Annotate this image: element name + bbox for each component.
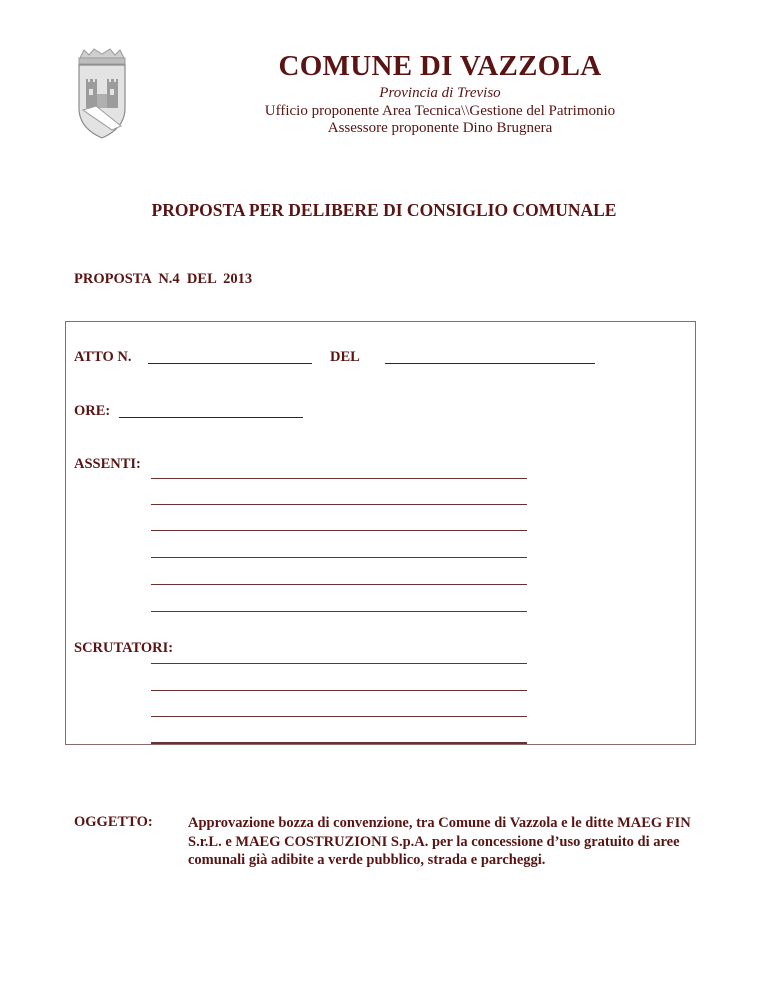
municipality-title: COMUNE DI VAZZOLA [278,50,602,82]
proposing-assessor: Assessore proponente Dino Brugnera [327,120,553,136]
proposing-office: Ufficio proponente Area Tecnica\\Gestione del Patrimonio [264,103,616,119]
del-field-line [385,363,595,364]
ore-label: ORE: [74,403,111,419]
scrutatori-line [151,716,527,717]
assenti-line [151,504,527,505]
scrutatori-line [151,690,527,691]
subject-label: OGGETTO: [74,814,153,830]
assenti-line [151,557,527,558]
subject-text: Approvazione bozza di convenzione, tra Comune di Vazzola e le ditte MAEG FIN S.r.L. e MAEG COSTRUZIONI S.p.A. per la concessione d’uso gratuito di aree comunali già adibite a verde pubblico, strada e parcheggi. [188,815,691,868]
atto-label: ATTO N. [74,349,132,365]
assenti-line [151,611,527,612]
scrutatori-line [151,663,527,664]
ore-field-line [119,417,303,418]
municipal-coat-of-arms-icon [74,48,130,140]
province-name: Provincia di Treviso [379,85,501,101]
assenti-line [151,530,527,531]
scrutatori-label: SCRUTATORI: [74,640,174,656]
assenti-line [151,584,527,585]
scrutatori-line [151,742,527,744]
atto-field-line [148,363,312,364]
registration-box [65,321,696,745]
del-label: DEL [330,349,360,365]
assenti-line [151,478,527,479]
assenti-label: ASSENTI: [74,456,141,472]
document-heading: PROPOSTA PER DELIBERE DI CONSIGLIO COMUNALE [151,200,617,220]
proposal-number: PROPOSTA N.4 DEL 2013 [74,271,253,287]
